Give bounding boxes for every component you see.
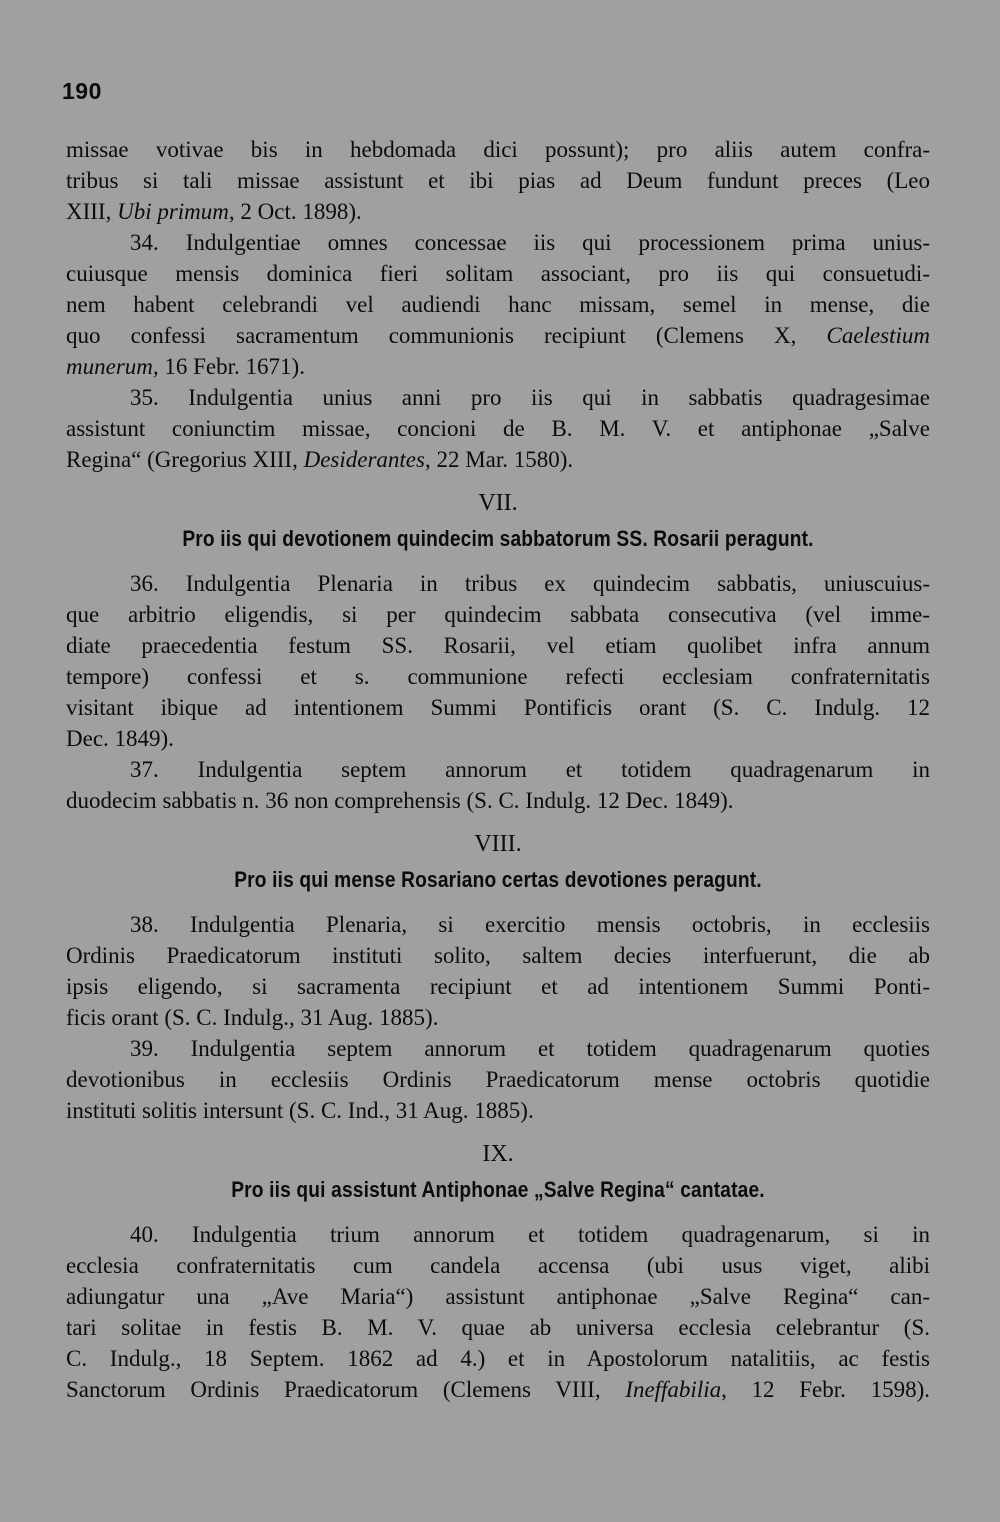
- text-run: , 12 Febr. 1598).: [721, 1377, 930, 1402]
- text-line: que arbitrio eligendis, si per quindecim sabbata consecutiva (vel imme-: [66, 602, 930, 627]
- text-line: instituti solitis intersunt (S. C. Ind., 31 Aug. 1885).: [66, 1098, 534, 1123]
- text-line: [66, 351, 930, 382]
- italic-citation: Caelestium: [826, 323, 930, 348]
- text-line: ecclesia confraternitatis cum candela accensa (ubi usus viget, alibi: [66, 1253, 930, 1278]
- text-run: 16 Febr. 1671).: [158, 354, 305, 379]
- text-run: quo confessi sacramentum communionis recipiunt (Clemens X,: [66, 323, 827, 348]
- text-line: [66, 320, 930, 351]
- paragraph: [66, 1219, 930, 1405]
- text-line: tempore) confessi et s. communione refecti ecclesiam confraternitatis: [66, 664, 930, 689]
- text-line: tribus si tali missae assistunt et ibi pias ad Deum fundunt preces (Leo: [66, 168, 930, 193]
- text-run: XIII,: [66, 199, 118, 224]
- section-number: VIII.: [474, 831, 522, 857]
- section-heading: Pro iis qui assistunt Antiphonae „Salve Regina“ cantatae.: [231, 1177, 765, 1202]
- text-line: [66, 196, 930, 227]
- text-run: Regina“ (Gregorius XIII,: [66, 447, 304, 472]
- text-run: , 22 Mar. 1580).: [424, 447, 574, 472]
- text-line: duodecim sabbatis n. 36 non comprehensis (S. C. Indulg. 12 Dec. 1849).: [66, 788, 734, 813]
- text-line: 36. Indulgentia Plenaria in tribus ex quindecim sabbatis, uniuscuius-: [130, 571, 930, 596]
- document-body: [66, 134, 930, 1405]
- text-line: 40. Indulgentia trium annorum et totidem quadragenarum, si in: [130, 1222, 930, 1247]
- text-line: tari solitae in festis B. M. V. quae ab universa ecclesia celebrantur (S.: [66, 1315, 930, 1340]
- text-run: , 2 Oct. 1898).: [228, 199, 362, 224]
- text-line: missae votivae bis in hebdomada dici possunt); pro aliis autem confra-: [66, 137, 930, 162]
- page-number: 190: [62, 78, 102, 104]
- paragraph: [66, 134, 930, 227]
- paragraph: [66, 227, 930, 382]
- italic-citation: munerum,: [66, 354, 159, 379]
- paragraph: [66, 909, 930, 1033]
- section-number: VII.: [478, 490, 518, 516]
- paragraph: [66, 1033, 930, 1126]
- section-heading: Pro iis qui devotionem quindecim sabbatorum SS. Rosarii peragunt.: [182, 526, 814, 551]
- paragraph: [66, 568, 930, 754]
- text-line: adiungatur una „Ave Maria“) assistunt antiphonae „Salve Regina“ can-: [66, 1284, 930, 1309]
- text-line: diate praecedentia festum SS. Rosarii, vel etiam quolibet infra annum: [66, 633, 930, 658]
- text-line: 38. Indulgentia Plenaria, si exercitio mensis octobris, in ecclesiis: [130, 912, 930, 937]
- section-heading: Pro iis qui mense Rosariano certas devotiones peragunt.: [234, 867, 762, 892]
- text-line: visitant ibique ad intentionem Summi Pontificis orant (S. C. Indulg. 12: [66, 695, 930, 720]
- section-number: IX.: [482, 1141, 514, 1167]
- text-line: ficis orant (S. C. Indulg., 31 Aug. 1885).: [66, 1005, 439, 1030]
- text-run: Sanctorum Ordinis Praedicatorum (Clemens VIII,: [66, 1377, 626, 1402]
- text-line: cuiusque mensis dominica fieri solitam associant, pro iis qui consuetudi-: [66, 261, 930, 286]
- text-line: Ordinis Praedicatorum instituti solito, saltem decies interfuerunt, die ab: [66, 943, 930, 968]
- text-line: 37. Indulgentia septem annorum et totidem quadragenarum in: [130, 757, 930, 782]
- text-line: assistunt coniunctim missae, concioni de B. M. V. et antiphonae „Salve: [66, 416, 930, 441]
- text-line: devotionibus in ecclesiis Ordinis Praedicatorum mense octobris quotidie: [66, 1067, 930, 1092]
- text-line: 34. Indulgentiae omnes concessae iis qui processionem prima unius-: [130, 230, 930, 255]
- italic-citation: Ubi primum: [117, 199, 229, 224]
- paragraph: [66, 382, 930, 475]
- text-line: ipsis eligendo, si sacramenta recipiunt et ad intentionem Summi Ponti-: [66, 974, 930, 999]
- text-line: [66, 444, 930, 475]
- text-line: C. Indulg., 18 Septem. 1862 ad 4.) et in Apostolorum natalitiis, ac festis: [66, 1346, 930, 1371]
- text-line: Dec. 1849).: [66, 726, 174, 751]
- text-line: 39. Indulgentia septem annorum et totidem quadragenarum quoties: [130, 1036, 930, 1061]
- paragraph: [66, 754, 930, 816]
- italic-citation: Ineffabilia: [625, 1377, 722, 1402]
- italic-citation: Desiderantes: [303, 447, 425, 472]
- text-line: nem habent celebrandi vel audiendi hanc missam, semel in mense, die: [66, 292, 930, 317]
- text-line: [66, 1374, 930, 1405]
- text-line: 35. Indulgentia unius anni pro iis qui in sabbatis quadragesimae: [130, 385, 930, 410]
